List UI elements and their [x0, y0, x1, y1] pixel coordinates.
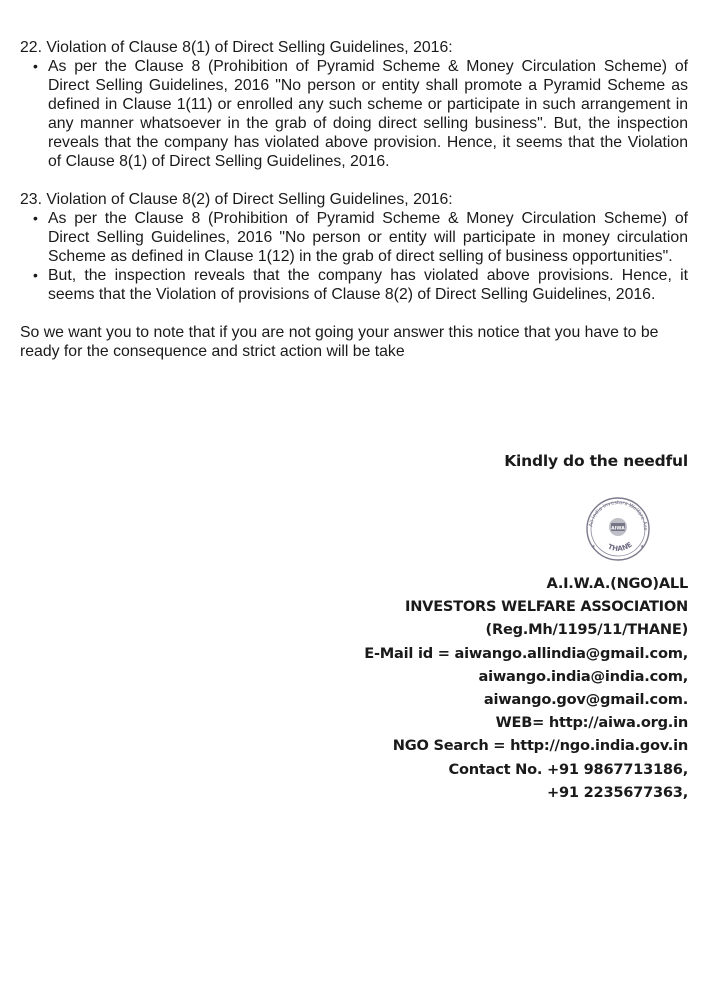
seal-emblem-icon: [609, 518, 627, 536]
seal-center-text: AIWA: [611, 526, 625, 532]
sig-email-1: E-Mail id = aiwango.allindia@gmail.com,: [364, 644, 688, 662]
svg-text:★: ★: [591, 544, 596, 550]
sig-website: WEB= http://aiwa.org.in: [495, 714, 688, 732]
section-23-title: 23. Violation of Clause 8(2) of Direct Selling Guidelines, 2016:: [20, 191, 453, 208]
sig-registration: (Reg.Mh/1195/11/THANE): [485, 621, 688, 639]
sig-org-fullname: INVESTORS WELFARE ASSOCIATION: [405, 598, 688, 616]
closing-paragraph: So we want you to note that if you are not going your answer this notice that you have to be ready for the consequence and strict action will be take: [20, 324, 659, 360]
svg-text:★: ★: [640, 544, 645, 550]
section-23-bullet-1: • As per the Clause 8 (Prohibition of Pyramid Scheme & Money Circulation Scheme) of Direct Selling Guidelines, 2016 "No person or entity will participate in money circulation Scheme as defined in Clause 1(12) in the grab of direct selling of business opportunities".: [20, 209, 688, 266]
kindly-do-the-needful: Kindly do the needful: [504, 452, 688, 470]
seal-top-text: All India Investors Welfare Ass: [588, 499, 649, 531]
sig-contact-1: Contact No. +91 9867713186,: [448, 760, 688, 778]
seal-bottom-text: THANE: [606, 540, 634, 554]
section-23-bullets: [20, 209, 688, 304]
sig-ngo-search: NGO Search = http://ngo.india.gov.in: [392, 737, 688, 755]
section-22-bullets: [20, 57, 688, 171]
svg-text:THANE: [607, 540, 634, 553]
signature-block: [364, 572, 688, 804]
section-23-bullet-2: • But, the inspection reveals that the company has violated above provisions. Hence, it seems that the Violation of provisions of Clause 8(2) of Direct Selling Guidelines, 2016.: [20, 266, 688, 304]
document-body: [20, 38, 688, 361]
sig-contact-2: +91 2235677363,: [547, 783, 688, 801]
sig-org-name: A.I.W.A.(NGO)ALL: [546, 575, 688, 592]
section-22-title: 22. Violation of Clause 8(1) of Direct Selling Guidelines, 2016:: [20, 39, 453, 56]
association-seal-stamp: [578, 494, 658, 564]
sig-email-3: aiwango.gov@gmail.com.: [483, 691, 688, 709]
sig-email-2: aiwango.india@india.com,: [478, 667, 688, 685]
section-22-bullet-1: • As per the Clause 8 (Prohibition of Pyramid Scheme & Money Circulation Scheme) of Direct Selling Guidelines, 2016 "No person or entity shall promote a Pyramid Scheme as defined in Clause 1(11) or enrolled any such scheme or participate in such arrangement in any manner whatsoever in the grab of doing direct selling business". But, the inspection reveals that the company has violated above provision. Hence, it seems that the Violation of Clause 8(1) of Direct Selling Guidelines, 2016.: [20, 57, 688, 171]
